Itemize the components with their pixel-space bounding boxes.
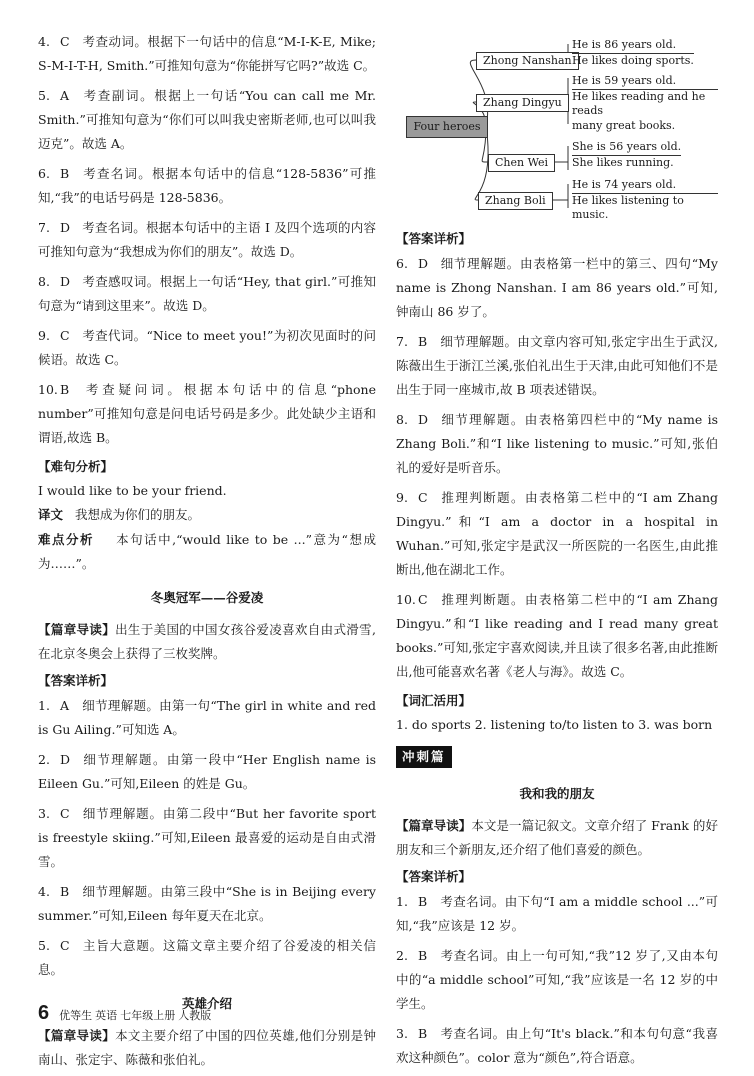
answer-item: [396, 408, 718, 480]
guide-text: 本文主要介绍了中国的四位英雄,他们分别是钟南山、张定宇、陈薇和张伯礼。: [38, 1028, 376, 1067]
section-title-friends: 我和我的朋友: [519, 786, 595, 801]
item-answer: B: [60, 382, 70, 397]
item-number: 6.: [396, 256, 408, 271]
info-line: He is 86 years old.: [572, 38, 694, 54]
item-number: 10.: [396, 592, 416, 607]
section-title-gu-ailing: 冬奥冠军——谷爱凌: [150, 590, 264, 605]
info-line: She is 56 years old.: [572, 140, 681, 156]
item-explanation: 细节理解题。由第二段中“But her favorite sport is freestyle skiing.”可知,Eileen 最喜爱的运动是自由式滑雪。: [38, 806, 376, 869]
page-number: 6: [38, 1002, 50, 1024]
guide-tag: 【篇章导读】: [396, 818, 472, 833]
vocab-tag: 【词汇活用】: [396, 693, 472, 708]
item-number: 2.: [396, 948, 408, 963]
guide-text: 本文是一篇记叙文。文章介绍了 Frank 的好朋友和三个新朋友,还介绍了他们喜爱的颜色。: [396, 818, 718, 857]
answer-item: [38, 880, 376, 928]
item-answer: A: [60, 698, 70, 713]
item-number: 7.: [38, 220, 50, 235]
item-explanation: 考查名词。根据本句话中的主语 I 及四个选项的内容可推知句意为“我想成为你们的朋友”。故选 D。: [38, 220, 376, 259]
right-column: [396, 24, 718, 1076]
answer-item: [396, 486, 718, 582]
four-heroes-mindmap: [396, 24, 718, 224]
answer-item: [38, 216, 376, 264]
section-title-heroes: 英雄介绍: [181, 996, 232, 1011]
item-explanation: 考查名词。由上一句可知,“我”12 岁了,又由本句中的“a middle school”可知,“我”应该是一名 12 岁的中学生。: [396, 948, 718, 1011]
item-explanation: 推理判断题。由表格第二栏中的“I am Zhang Dingyu.”和“I am a doctor in a hospital in Wuhan.”可知,张定宇是武汉一所医院的一名医生,由此推断出,他在湖北工作。: [396, 490, 718, 577]
item-answer: C: [60, 328, 70, 343]
answer-item: [396, 330, 718, 402]
item-number: 6.: [38, 166, 50, 181]
item-number: 7.: [396, 334, 408, 349]
item-answer: D: [60, 752, 71, 767]
difficult-sentence: I would like to be your friend.: [38, 483, 227, 498]
info-zhang-boli: [572, 178, 718, 223]
answer-item: [38, 162, 376, 210]
node-zhong-nanshan: Zhong Nanshan: [476, 52, 579, 70]
answer-list-friends: [396, 890, 718, 1070]
answer-item: [396, 1022, 718, 1070]
item-number: 1.: [396, 894, 408, 909]
difficult-sentence-tag: 【难句分析】: [38, 459, 114, 474]
answer-item: [38, 748, 376, 796]
answer-list-heroes: [396, 252, 718, 684]
item-answer: B: [60, 166, 70, 181]
sprint-banner: 冲刺篇: [396, 746, 452, 768]
item-explanation: 考查副词。根据上一句话“You can call me Mr. Smith.”可推知句意为“你们可以叫我史密斯老师,也可以叫我迈克”。故选 A。: [38, 88, 376, 151]
item-answer: B: [418, 334, 428, 349]
info-zhong-nanshan: [572, 38, 694, 69]
item-number: 9.: [38, 328, 50, 343]
answer-list-part2: [38, 694, 376, 982]
guide-tag: 【篇章导读】: [38, 622, 116, 637]
guide-paragraph-gu-ailing: [38, 618, 376, 666]
analysis-text: 本句话中,“would like to be ...”意为“想成为……”。: [38, 532, 376, 571]
guide-tag: 【篇章导读】: [38, 1028, 116, 1043]
info-line: many great books.: [572, 119, 676, 132]
info-line: She likes running.: [572, 156, 674, 169]
answer-item: [38, 30, 376, 78]
answer-item: [38, 84, 376, 156]
answers-tag: 【答案详析】: [38, 673, 114, 688]
answer-item: [38, 324, 376, 372]
answer-item: [38, 934, 376, 982]
item-number: 8.: [396, 412, 408, 427]
guide-text: 出生于美国的中国女孩谷爱凌喜欢自由式滑雪,在北京冬奥会上获得了三枚奖牌。: [38, 622, 376, 661]
item-answer: C: [60, 806, 70, 821]
info-line: He likes listening to music.: [572, 194, 684, 221]
item-answer: C: [60, 34, 70, 49]
info-zhang-dingyu: [572, 74, 718, 134]
analysis-label: 难点分析: [38, 532, 95, 547]
item-answer: B: [60, 884, 70, 899]
item-number: 4.: [38, 34, 50, 49]
item-number: 8.: [38, 274, 50, 289]
translation-row: [38, 504, 376, 526]
item-answer: C: [60, 938, 70, 953]
answer-item: [396, 588, 718, 684]
item-explanation: 细节理解题。由第一段中“Her English name is Eileen Gu.”可知,Eileen 的姓是 Gu。: [38, 752, 376, 791]
left-column: [38, 30, 376, 1076]
answers-tag: 【答案详析】: [396, 231, 472, 246]
item-explanation: 细节理解题。由第三段中“She is in Beijing every summer.”可知,Eileen 每年夏天在北京。: [38, 884, 376, 923]
item-explanation: 考查代词。“Nice to meet you!”为初次见面时的问候语。故选 C。: [38, 328, 376, 367]
item-answer: D: [418, 412, 429, 427]
item-explanation: 考查感叹词。根据上一句话“Hey, that girl.”可推知句意为“请到这里来”。故选 D。: [38, 274, 376, 313]
item-explanation: 细节理解题。由文章内容可知,张定宇出生于武汉,陈薇出生于浙江兰溪,张伯礼出生于天津,由此可知他们不是出生于同一座城市,故 B 项表述错误。: [396, 334, 718, 397]
page-footer: [38, 1002, 211, 1025]
item-number: 1.: [38, 698, 50, 713]
info-line: He is 59 years old.: [572, 74, 718, 90]
item-answer: D: [60, 220, 71, 235]
item-explanation: 主旨大意题。这篇文章主要介绍了谷爱凌的相关信息。: [38, 938, 376, 977]
item-explanation: 细节理解题。由表格第一栏中的第三、四句“My name is Zhong Nanshan. I am 86 years old.”可知,钟南山 86 岁了。: [396, 256, 718, 319]
answer-item: [396, 944, 718, 1016]
book-meta: 优等生 英语 七年级上册 人教版: [59, 1010, 212, 1022]
answer-item: [38, 802, 376, 874]
analysis-row: [38, 528, 376, 576]
info-line: He likes doing sports.: [572, 54, 694, 67]
item-explanation: 推理判断题。由表格第二栏中的“I am Zhang Dingyu.”和“I like reading and I read many great books.”可知,张定宇喜欢阅读,并且读了很多名著,由此推断出,他可能喜欢名著《老人与海》。故选 C。: [396, 592, 718, 679]
item-answer: D: [418, 256, 429, 271]
item-number: 5.: [38, 938, 50, 953]
answer-item: [38, 694, 376, 742]
item-answer: C: [418, 490, 428, 505]
answer-list-part1: [38, 30, 376, 450]
item-explanation: 细节理解题。由表格第四栏中的“My name is Zhang Boli.”和“I like listening to music.”可知,张伯礼的爱好是听音乐。: [396, 412, 718, 475]
item-number: 10.: [38, 382, 58, 397]
guide-paragraph-friends: [396, 814, 718, 862]
answer-item: [38, 270, 376, 318]
item-number: 5.: [38, 88, 50, 103]
info-chen-wei: [572, 140, 681, 171]
item-explanation: 细节理解题。由第一句“The girl in white and red is Gu Ailing.”可知选 A。: [38, 698, 376, 737]
item-answer: D: [60, 274, 71, 289]
translation-text: 我想成为你们的朋友。: [74, 507, 200, 522]
item-explanation: 考查动词。根据下一句话中的信息“M-I-K-E, Mike; S-M-I-T-H, Smith.”可推知句意为“你能拼写它吗?”故选 C。: [38, 34, 376, 73]
item-explanation: 考查疑问词。根据本句话中的信息“phone number”可推知句意是问电话号码是多少。此处缺少主语和谓语,故选 B。: [38, 382, 376, 445]
item-explanation: 考查名词。根据本句话中的信息“128-5836”可推知,“我”的电话号码是 128-5836。: [38, 166, 376, 205]
item-number: 3.: [38, 806, 50, 821]
translation-label: 译文: [38, 507, 64, 522]
item-number: 9.: [396, 490, 408, 505]
answer-item: [396, 890, 718, 938]
item-number: 4.: [38, 884, 50, 899]
answers-tag: 【答案详析】: [396, 869, 472, 884]
item-answer: B: [418, 1026, 428, 1041]
node-chen-wei: Chen Wei: [488, 154, 555, 172]
info-line: He likes reading and he reads: [572, 90, 706, 117]
item-answer: B: [418, 948, 428, 963]
item-answer: B: [418, 894, 428, 909]
item-explanation: 考查名词。由上句“It's black.”和本句句意“我喜欢这种颜色”。color 意为“颜色”,符合语意。: [396, 1026, 718, 1065]
item-number: 3.: [396, 1026, 408, 1041]
answer-item: [38, 378, 376, 450]
item-answer: C: [418, 592, 428, 607]
vocab-answers: 1. do sports 2. listening to/to listen to 3. was born: [396, 717, 713, 732]
item-number: 2.: [38, 752, 50, 767]
mindmap-center: Four heroes: [406, 116, 488, 138]
guide-paragraph-heroes: [38, 1024, 376, 1072]
answer-item: [396, 252, 718, 324]
item-answer: A: [60, 88, 70, 103]
node-zhang-boli: Zhang Boli: [478, 192, 553, 210]
item-explanation: 考查名词。由下句“I am a middle school ...”可知,“我”应该是 12 岁。: [396, 894, 718, 933]
info-line: He is 74 years old.: [572, 178, 718, 194]
node-zhang-dingyu: Zhang Dingyu: [476, 94, 569, 112]
